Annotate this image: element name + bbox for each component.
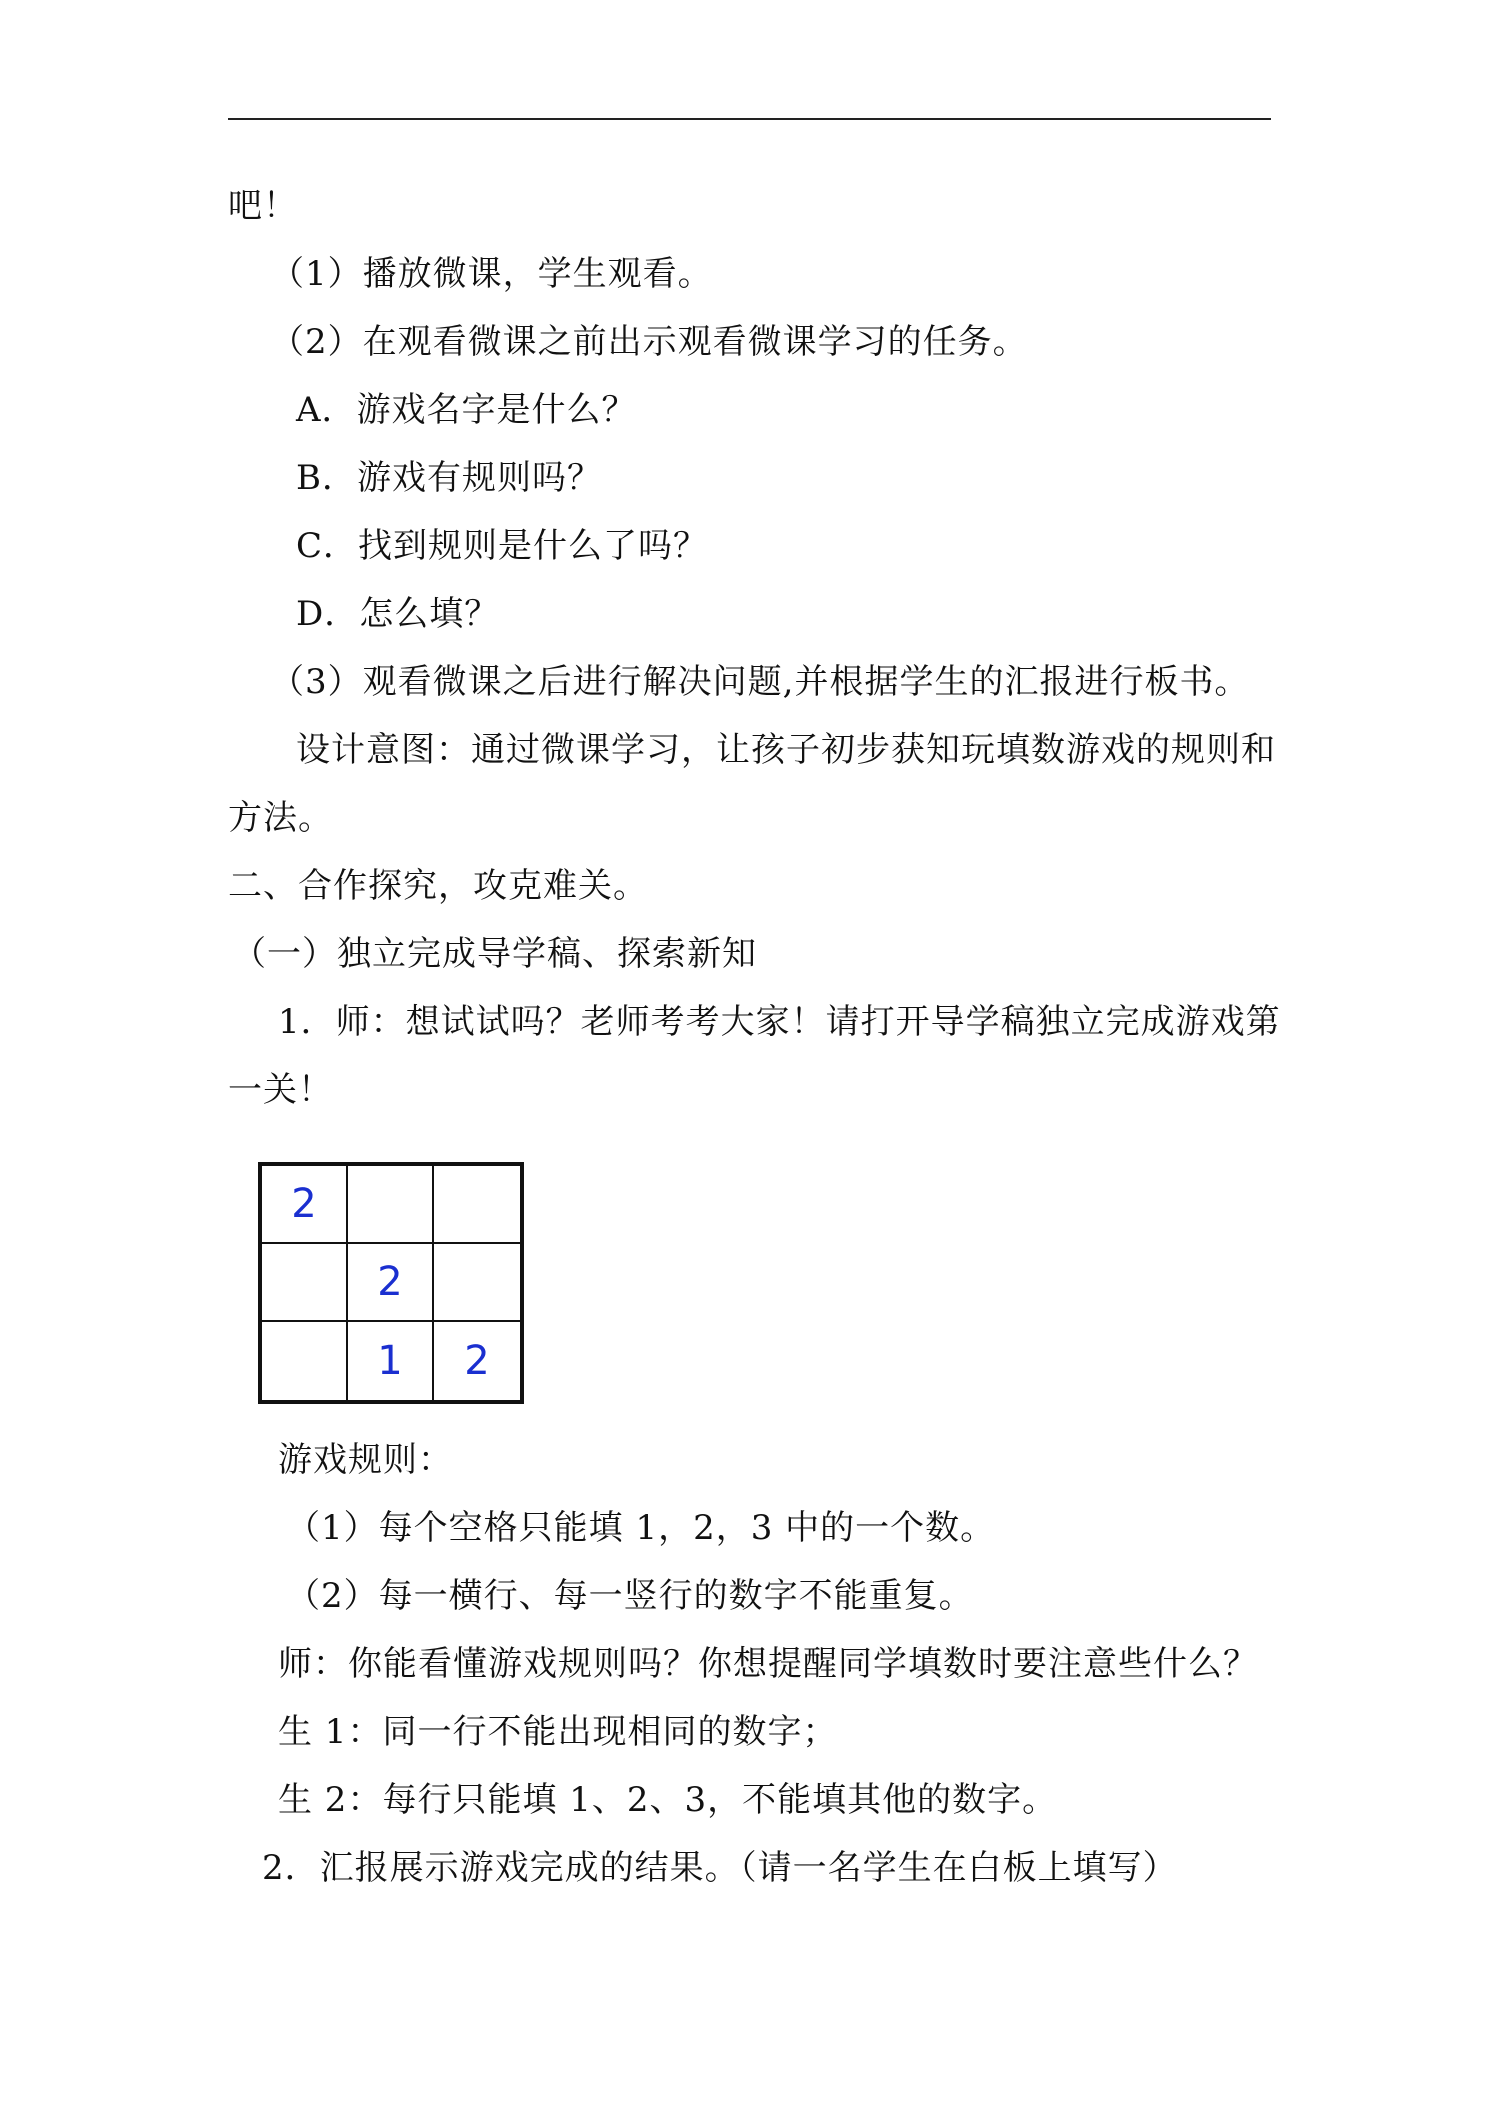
text-line-2: （1）播放微课，学生观看。: [270, 254, 713, 294]
text-line-15: 游戏规则：: [278, 1440, 453, 1480]
grid-cell: 2: [464, 1338, 490, 1384]
text-line-16: （1）每个空格只能填 1，2，3 中的一个数。: [286, 1508, 996, 1548]
text-line-1: 吧！: [228, 186, 298, 226]
text-line-17: （2）每一横行、每一竖行的数字不能重复。: [286, 1576, 974, 1616]
text-line-14: 一关！: [228, 1070, 333, 1110]
text-line-8: （3）观看微课之后进行解决问题,并根据学生的汇报进行板书。: [270, 662, 1250, 702]
number-puzzle-grid: [258, 1162, 524, 1404]
text-line-11: 二、合作探究，攻克难关。: [228, 866, 648, 906]
grid-cell: [348, 1166, 434, 1244]
text-line-10: 方法。: [228, 798, 333, 838]
text-line-5: B．游戏有规则吗？: [296, 458, 602, 498]
grid-cell: 1: [348, 1322, 434, 1400]
grid-cell: [262, 1322, 348, 1400]
grid-cell: [434, 1166, 520, 1244]
grid-cell: [434, 1244, 520, 1322]
grid-cell: 2: [262, 1166, 348, 1244]
text-line-6: C．找到规则是什么了吗？: [296, 526, 709, 566]
text-line-19: 生 1：同一行不能出现相同的数字；: [278, 1712, 838, 1752]
text-line-7: D．怎么填？: [296, 594, 500, 634]
text-line-18: 师：你能看懂游戏规则吗？你想提醒同学填数时要注意些什么？: [278, 1644, 1258, 1684]
text-line-12: （一）独立完成导学稿、探索新知: [232, 934, 757, 974]
text-line-3: （2）在观看微课之前出示观看微课学习的任务。: [270, 322, 1028, 362]
text-line-20: 生 2：每行只能填 1、2、3，不能填其他的数字。: [278, 1780, 1058, 1820]
grid-cell: [262, 1244, 348, 1322]
text-line-13: 1．师：想试试吗？老师考考大家！请打开导学稿独立完成游戏第: [278, 1002, 1281, 1042]
grid-cell: 2: [348, 1244, 434, 1322]
text-line-21: 2．汇报展示游戏完成的结果。（请一名学生在白板上填写）: [262, 1848, 1178, 1888]
text-line-9: 设计意图：通过微课学习，让孩子初步获知玩填数游戏的规则和: [296, 730, 1276, 770]
header-rule: [228, 118, 1271, 120]
text-line-4: A．游戏名字是什么？: [296, 390, 637, 430]
